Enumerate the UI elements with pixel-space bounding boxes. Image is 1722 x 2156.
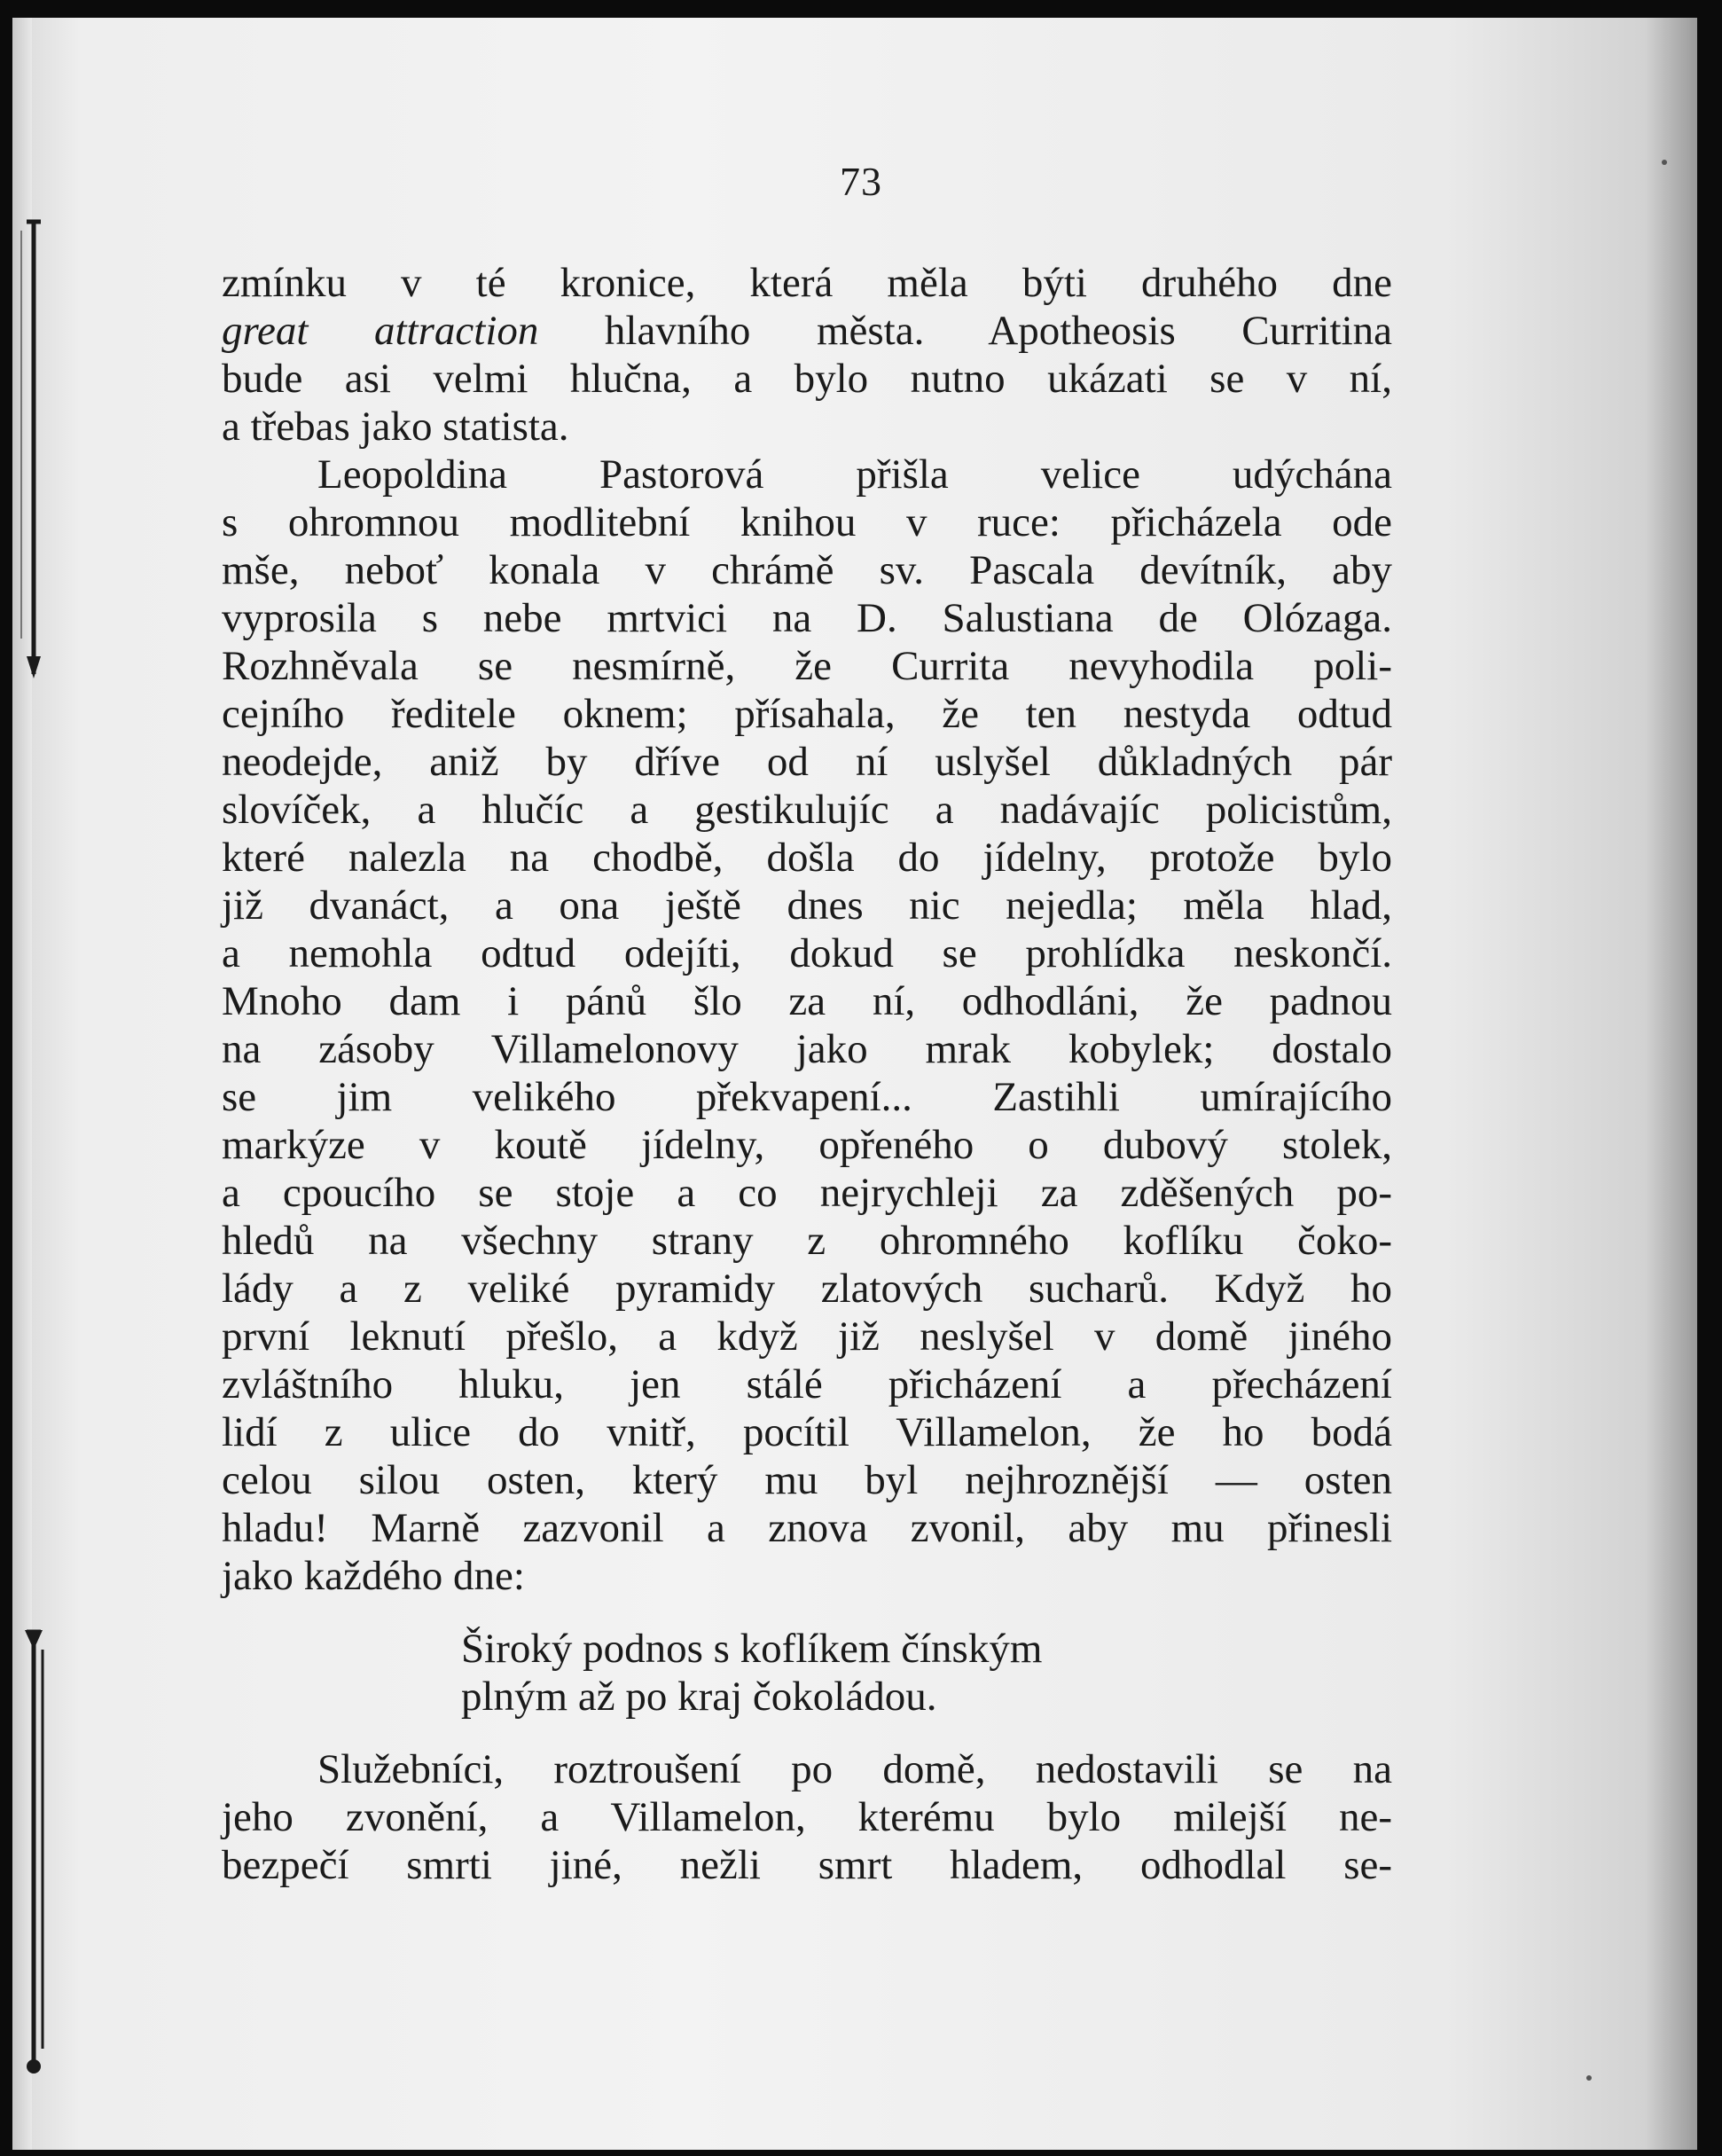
text-line: jeho zvonění, a Villamelon, kterému bylo milejší ne- xyxy=(222,1794,1392,1840)
text-line: se jim velikého překvapení... Zastihli umírajícího xyxy=(222,1074,1392,1120)
text-line: a cpoucího se stoje a co nejrychleji za zděšených po- xyxy=(222,1170,1392,1216)
text-line: a třebas jako statista. xyxy=(222,404,569,450)
binding-clip-top-icon xyxy=(14,213,50,692)
text-line: celou silou osten, který mu byl nejhroznější — osten xyxy=(222,1457,1392,1503)
text-line: a nemohla odtud odejíti, dokud se prohlídka neskončí. xyxy=(222,930,1392,976)
text-line: na zásoby Villamelonovy jako mrak kobylek; dostalo xyxy=(222,1026,1392,1072)
text-line: jako každého dne: xyxy=(222,1553,525,1599)
text-line: Rozhněvala se nesmírně, že Currita nevyhodila poli- xyxy=(222,643,1392,689)
text-line: které nalezla na chodbě, došla do jídelny, protože bylo xyxy=(222,835,1392,881)
text-line: slovíček, a hlučíc a gestikulujíc a nadávajíc policistům, xyxy=(222,787,1392,833)
text-span: hlavního města. Apotheosis Curritina xyxy=(538,308,1392,354)
text-line: bezpečí smrti jiné, nežli smrt hladem, odhodlal se- xyxy=(222,1842,1392,1888)
paragraph-block-final xyxy=(222,1745,1392,1889)
paper-speck xyxy=(1586,2075,1592,2081)
text-line xyxy=(222,307,1392,355)
text-line: Mnoho dam i pánů šlo za ní, odhodláni, že padnou xyxy=(222,978,1392,1024)
text-line: zvláštního hluku, jen stálé přicházení a přecházení xyxy=(222,1361,1392,1407)
text-line: hledů na všechny strany z ohromného koflíku čoko- xyxy=(222,1218,1392,1264)
paragraph-block-main xyxy=(222,259,1392,1600)
italic-phrase: great attraction xyxy=(222,308,539,354)
text-line: mše, neboť konala v chrámě sv. Pascala devítník, aby xyxy=(222,547,1392,593)
text-line: vyprosila s nebe mrtvici na D. Salustiana de Olózaga. xyxy=(222,595,1392,641)
text-line: s ohromnou modlitební knihou v ruce: přicházela ode xyxy=(222,499,1392,545)
text-line: lády a z veliké pyramidy zlatových sucharů. Když ho xyxy=(222,1266,1392,1312)
text-line: markýze v koutě jídelny, opřeného o dubový stolek, xyxy=(222,1122,1392,1168)
verse-quote xyxy=(461,1625,1259,1721)
binding-clip-bottom-icon xyxy=(14,1623,50,2084)
text-line: Služebníci, roztroušení po domě, nedostavili se na xyxy=(317,1746,1392,1792)
text-line: zmínku v té kronice, která měla býti druhého dne xyxy=(222,260,1392,306)
verse-line: plným až po kraj čokoládou. xyxy=(461,1674,937,1720)
text-line: cejního ředitele oknem; přísahala, že ten nestyda odtud xyxy=(222,691,1392,737)
verse-line: Široký podnos s koflíkem čínským xyxy=(461,1626,1043,1672)
page-curl-shadow xyxy=(1644,18,1697,2150)
page-number: 73 xyxy=(840,159,882,204)
text-line: první leknutí přešlo, a když již neslyšel v domě jiného xyxy=(222,1313,1392,1360)
text-line: již dvanáct, a ona ještě dnes nic nejedla; měla hlad, xyxy=(222,882,1392,929)
text-line: bude asi velmi hlučna, a bylo nutno ukázati se v ní, xyxy=(222,356,1392,402)
text-line: hladu! Marně zazvonil a znova zvonil, aby mu přinesli xyxy=(222,1505,1392,1551)
text-line: Leopoldina Pastorová přišla velice udýchána xyxy=(317,451,1392,498)
text-line: lidí z ulice do vnitř, pocítil Villamelon, že ho bodá xyxy=(222,1409,1392,1455)
text-line: neodejde, aniž by dříve od ní uslyšel důkladných pár xyxy=(222,739,1392,785)
